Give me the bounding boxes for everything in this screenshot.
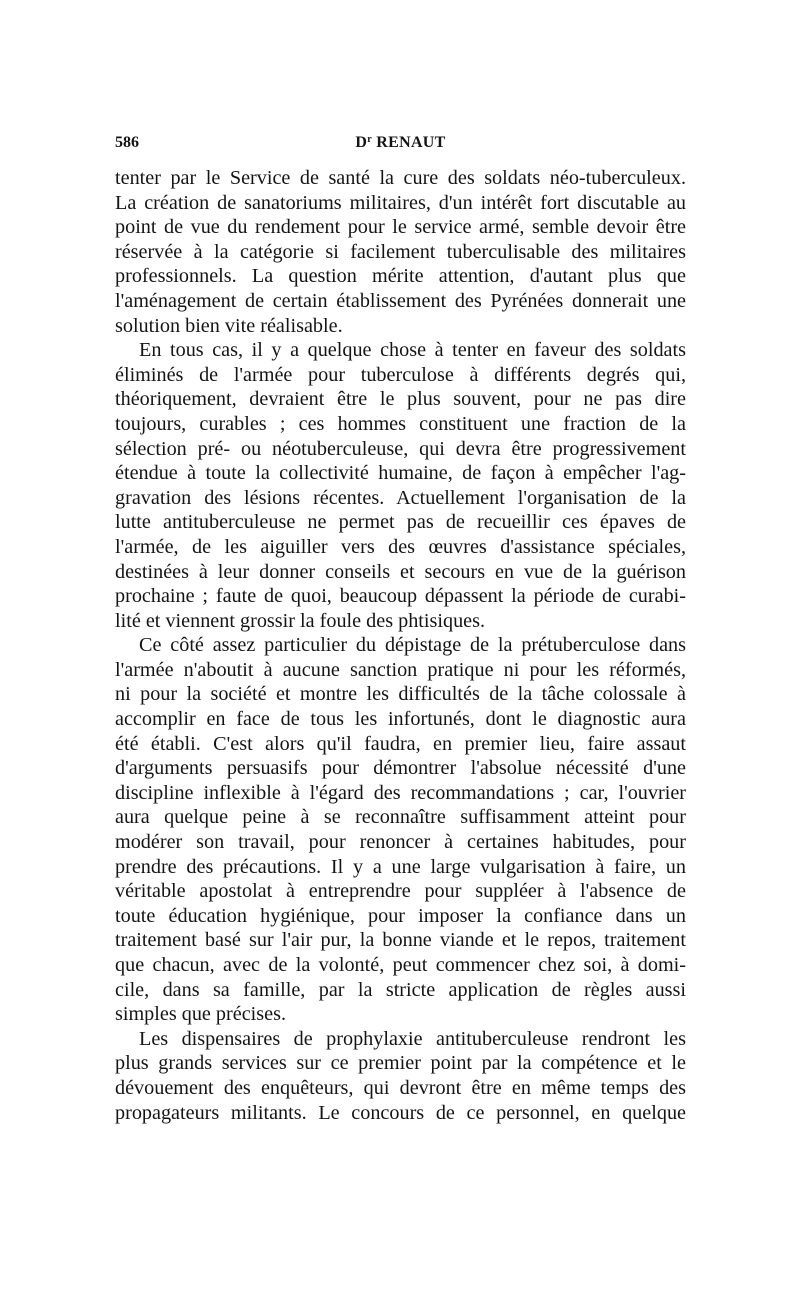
body-text <box>115 166 686 1125</box>
text-line: Ce côté assez particulier du dépistage de la prétuberculose dans <box>139 634 686 657</box>
text-line: toute éducation hygiénique, pour imposer la confiance dans un <box>115 904 686 927</box>
text-line: l'armée n'aboutit à aucune sanction pratique ni pour les réformés, <box>115 658 686 681</box>
paragraph <box>115 1027 686 1125</box>
text-line: discipline inflexible à l'égard des recommandations ; car, l'ouvrier <box>115 781 686 804</box>
text-line: réservée à la catégorie si facilement tuberculisable des militaires <box>115 240 686 263</box>
text-line: été établi. C'est alors qu'il faudra, en premier lieu, faire assaut <box>115 732 686 755</box>
text-line: simples que précises. <box>115 1003 286 1026</box>
text-line: gravation des lésions récentes. Actuellement l'organisation de la <box>115 486 686 509</box>
text-line: lutte antituberculeuse ne permet pas de recueillir ces épaves de <box>115 511 686 534</box>
text-line: En tous cas, il y a quelque chose à tenter en faveur des soldats <box>139 339 686 362</box>
text-line: étendue à toute la collectivité humaine, de façon à empêcher l'ag- <box>115 462 686 485</box>
text-line: point de vue du rendement pour le service armé, semble devoir être <box>115 216 686 239</box>
paragraph <box>115 338 686 633</box>
author-name: RENAUT <box>376 134 446 151</box>
text-line: tenter par le Service de santé la cure des soldats néo-tuberculeux. <box>115 167 686 189</box>
text-line: propagateurs militants. Le concours de ce personnel, en quelque <box>115 1101 686 1124</box>
text-line: dévouement des enquêteurs, qui devront être en même temps des <box>115 1076 686 1099</box>
text-line: lité et viennent grossir la foule des phtisiques. <box>115 609 486 632</box>
text-line: prendre des précautions. Il y a une large vulgarisation à faire, un <box>115 855 686 878</box>
text-line: l'aménagement de certain établissement des Pyrénées donnerait une <box>115 289 686 312</box>
text-line: théoriquement, devraient être le plus souvent, pour ne pas dire <box>115 388 686 411</box>
text-line: plus grands services sur ce premier point par la compétence et le <box>115 1052 686 1075</box>
text-line: destinées à leur donner conseils et secours en vue de la guérison <box>115 560 686 583</box>
text-line: véritable apostolat à entreprendre pour suppléer à l'absence de <box>115 880 686 903</box>
text-line: accomplir en face de tous les infortunés, dont le diagnostic aura <box>115 708 686 731</box>
text-line: Les dispensaires de prophylaxie antituberculeuse rendront les <box>139 1027 686 1050</box>
text-line: sélection pré- ou néotuberculeuse, qui devra être progressivement <box>115 437 686 460</box>
paragraph <box>115 166 686 338</box>
text-line: modérer son travail, pour renoncer à certaines habitudes, pour <box>115 831 686 854</box>
author-superscript: r <box>367 134 372 145</box>
running-head <box>115 134 686 152</box>
text-line: que chacun, avec de la volonté, peut commencer chez soi, à domi- <box>115 954 686 976</box>
text-line: solution bien vite réalisable. <box>115 314 343 337</box>
text-line: aura quelque peine à se reconnaître suffisamment atteint pour <box>115 806 686 829</box>
text-line: l'armée, de les aiguiller vers des œuvres d'assistance spéciales, <box>115 535 686 558</box>
author-prefix: D <box>355 134 368 151</box>
page-header <box>115 134 686 156</box>
text-line: ni pour la société et montre les difficultés de la tâche colossale à <box>115 683 686 706</box>
text-line: éliminés de l'armée pour tuberculose à différents degrés qui, <box>115 363 686 386</box>
text-line: cile, dans sa famille, par la stricte application de règles aussi <box>115 978 686 1001</box>
text-line: La création de sanatoriums militaires, d'un intérêt fort discutable au <box>115 191 686 214</box>
text-line: toujours, curables ; ces hommes constituent une fraction de la <box>115 412 686 435</box>
text-line: traitement basé sur l'air pur, la bonne viande et le repos, traitement <box>115 929 686 952</box>
page-number: 586 <box>115 134 139 151</box>
text-line: prochaine ; faute de quoi, beaucoup dépassent la période de curabi- <box>115 585 686 608</box>
paragraph <box>115 633 686 1027</box>
text-line: d'arguments persuasifs pour démontrer l'absolue nécessité d'une <box>115 757 686 780</box>
text-line: professionnels. La question mérite attention, d'autant plus que <box>115 265 686 288</box>
